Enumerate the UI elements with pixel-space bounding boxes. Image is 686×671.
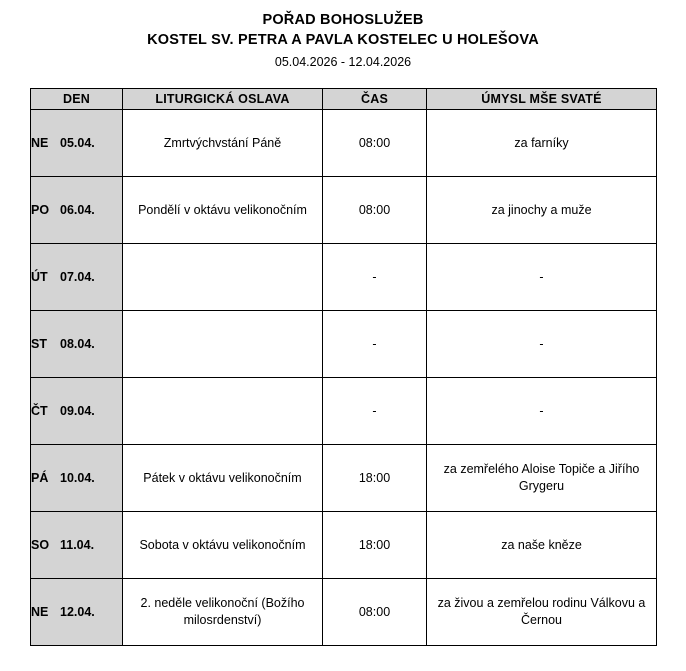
cell-celebration: Pátek v oktávu velikonočním	[123, 445, 323, 512]
cell-intention: -	[427, 378, 657, 445]
page-subtitle: KOSTEL SV. PETRA A PAVLA KOSTELEC U HOLEŠOVA	[147, 32, 539, 48]
cell-time: 18:00	[323, 445, 427, 512]
cell-day	[31, 378, 123, 445]
table-header	[31, 89, 657, 110]
table-row	[31, 445, 657, 512]
cell-celebration	[123, 311, 323, 378]
day-of-week: ÚT	[31, 270, 48, 284]
table-row	[31, 579, 657, 646]
day-of-week: NE	[31, 136, 49, 150]
cell-celebration	[123, 378, 323, 445]
column-header-time: ČAS	[323, 89, 427, 110]
cell-intention: za farníky	[427, 110, 657, 177]
cell-intention: za naše kněze	[427, 512, 657, 579]
table-row	[31, 311, 657, 378]
cell-day	[31, 177, 123, 244]
column-header-celebration: LITURGICKÁ OSLAVA	[123, 89, 323, 110]
cell-celebration: Sobota v oktávu velikonočním	[123, 512, 323, 579]
document-header	[0, 0, 686, 72]
cell-intention: -	[427, 244, 657, 311]
date-range: 05.04.2026 - 12.04.2026	[274, 55, 412, 69]
day-date: 12.04.	[60, 605, 95, 619]
cell-time: -	[323, 244, 427, 311]
column-header-intention: ÚMYSL MŠE SVATÉ	[427, 89, 657, 110]
cell-intention: za jinochy a muže	[427, 177, 657, 244]
day-date: 05.04.	[60, 136, 95, 150]
cell-celebration: Pondělí v oktávu velikonočním	[123, 177, 323, 244]
page-title: POŘAD BOHOSLUŽEB	[262, 12, 424, 28]
table-row	[31, 110, 657, 177]
cell-time: -	[323, 311, 427, 378]
cell-day	[31, 311, 123, 378]
day-of-week: ST	[31, 337, 47, 351]
cell-intention: za živou a zemřelou rodinu Válkovu a Černou	[427, 579, 657, 646]
cell-celebration: Zmrtvýchvstání Páně	[123, 110, 323, 177]
day-date: 06.04.	[60, 203, 95, 217]
cell-time: 08:00	[323, 177, 427, 244]
cell-time: 08:00	[323, 110, 427, 177]
schedule-table-wrapper	[30, 88, 656, 646]
day-date: 11.04.	[60, 538, 95, 552]
cell-time: 18:00	[323, 512, 427, 579]
day-of-week: PO	[31, 203, 50, 217]
cell-day	[31, 512, 123, 579]
table-row	[31, 512, 657, 579]
table-row	[31, 244, 657, 311]
table-header-row	[31, 89, 657, 110]
day-date: 10.04.	[60, 471, 95, 485]
cell-intention: za zemřelého Aloise Topiče a Jiřího Grygeru	[427, 445, 657, 512]
cell-intention: -	[427, 311, 657, 378]
cell-day	[31, 579, 123, 646]
table-row	[31, 378, 657, 445]
cell-time: -	[323, 378, 427, 445]
day-of-week: ČT	[31, 404, 48, 418]
cell-day	[31, 110, 123, 177]
day-of-week: SO	[31, 538, 50, 552]
table-body	[31, 110, 657, 646]
column-header-day: DEN	[31, 89, 123, 110]
table-row	[31, 177, 657, 244]
cell-day	[31, 244, 123, 311]
day-date: 08.04.	[60, 337, 95, 351]
cell-celebration	[123, 244, 323, 311]
day-date: 07.04.	[60, 270, 95, 284]
day-of-week: PÁ	[31, 471, 49, 485]
schedule-table	[30, 88, 657, 646]
day-date: 09.04.	[60, 404, 95, 418]
cell-celebration: 2. neděle velikonoční (Božího milosrdenství)	[123, 579, 323, 646]
day-of-week: NE	[31, 605, 49, 619]
cell-time: 08:00	[323, 579, 427, 646]
cell-day	[31, 445, 123, 512]
